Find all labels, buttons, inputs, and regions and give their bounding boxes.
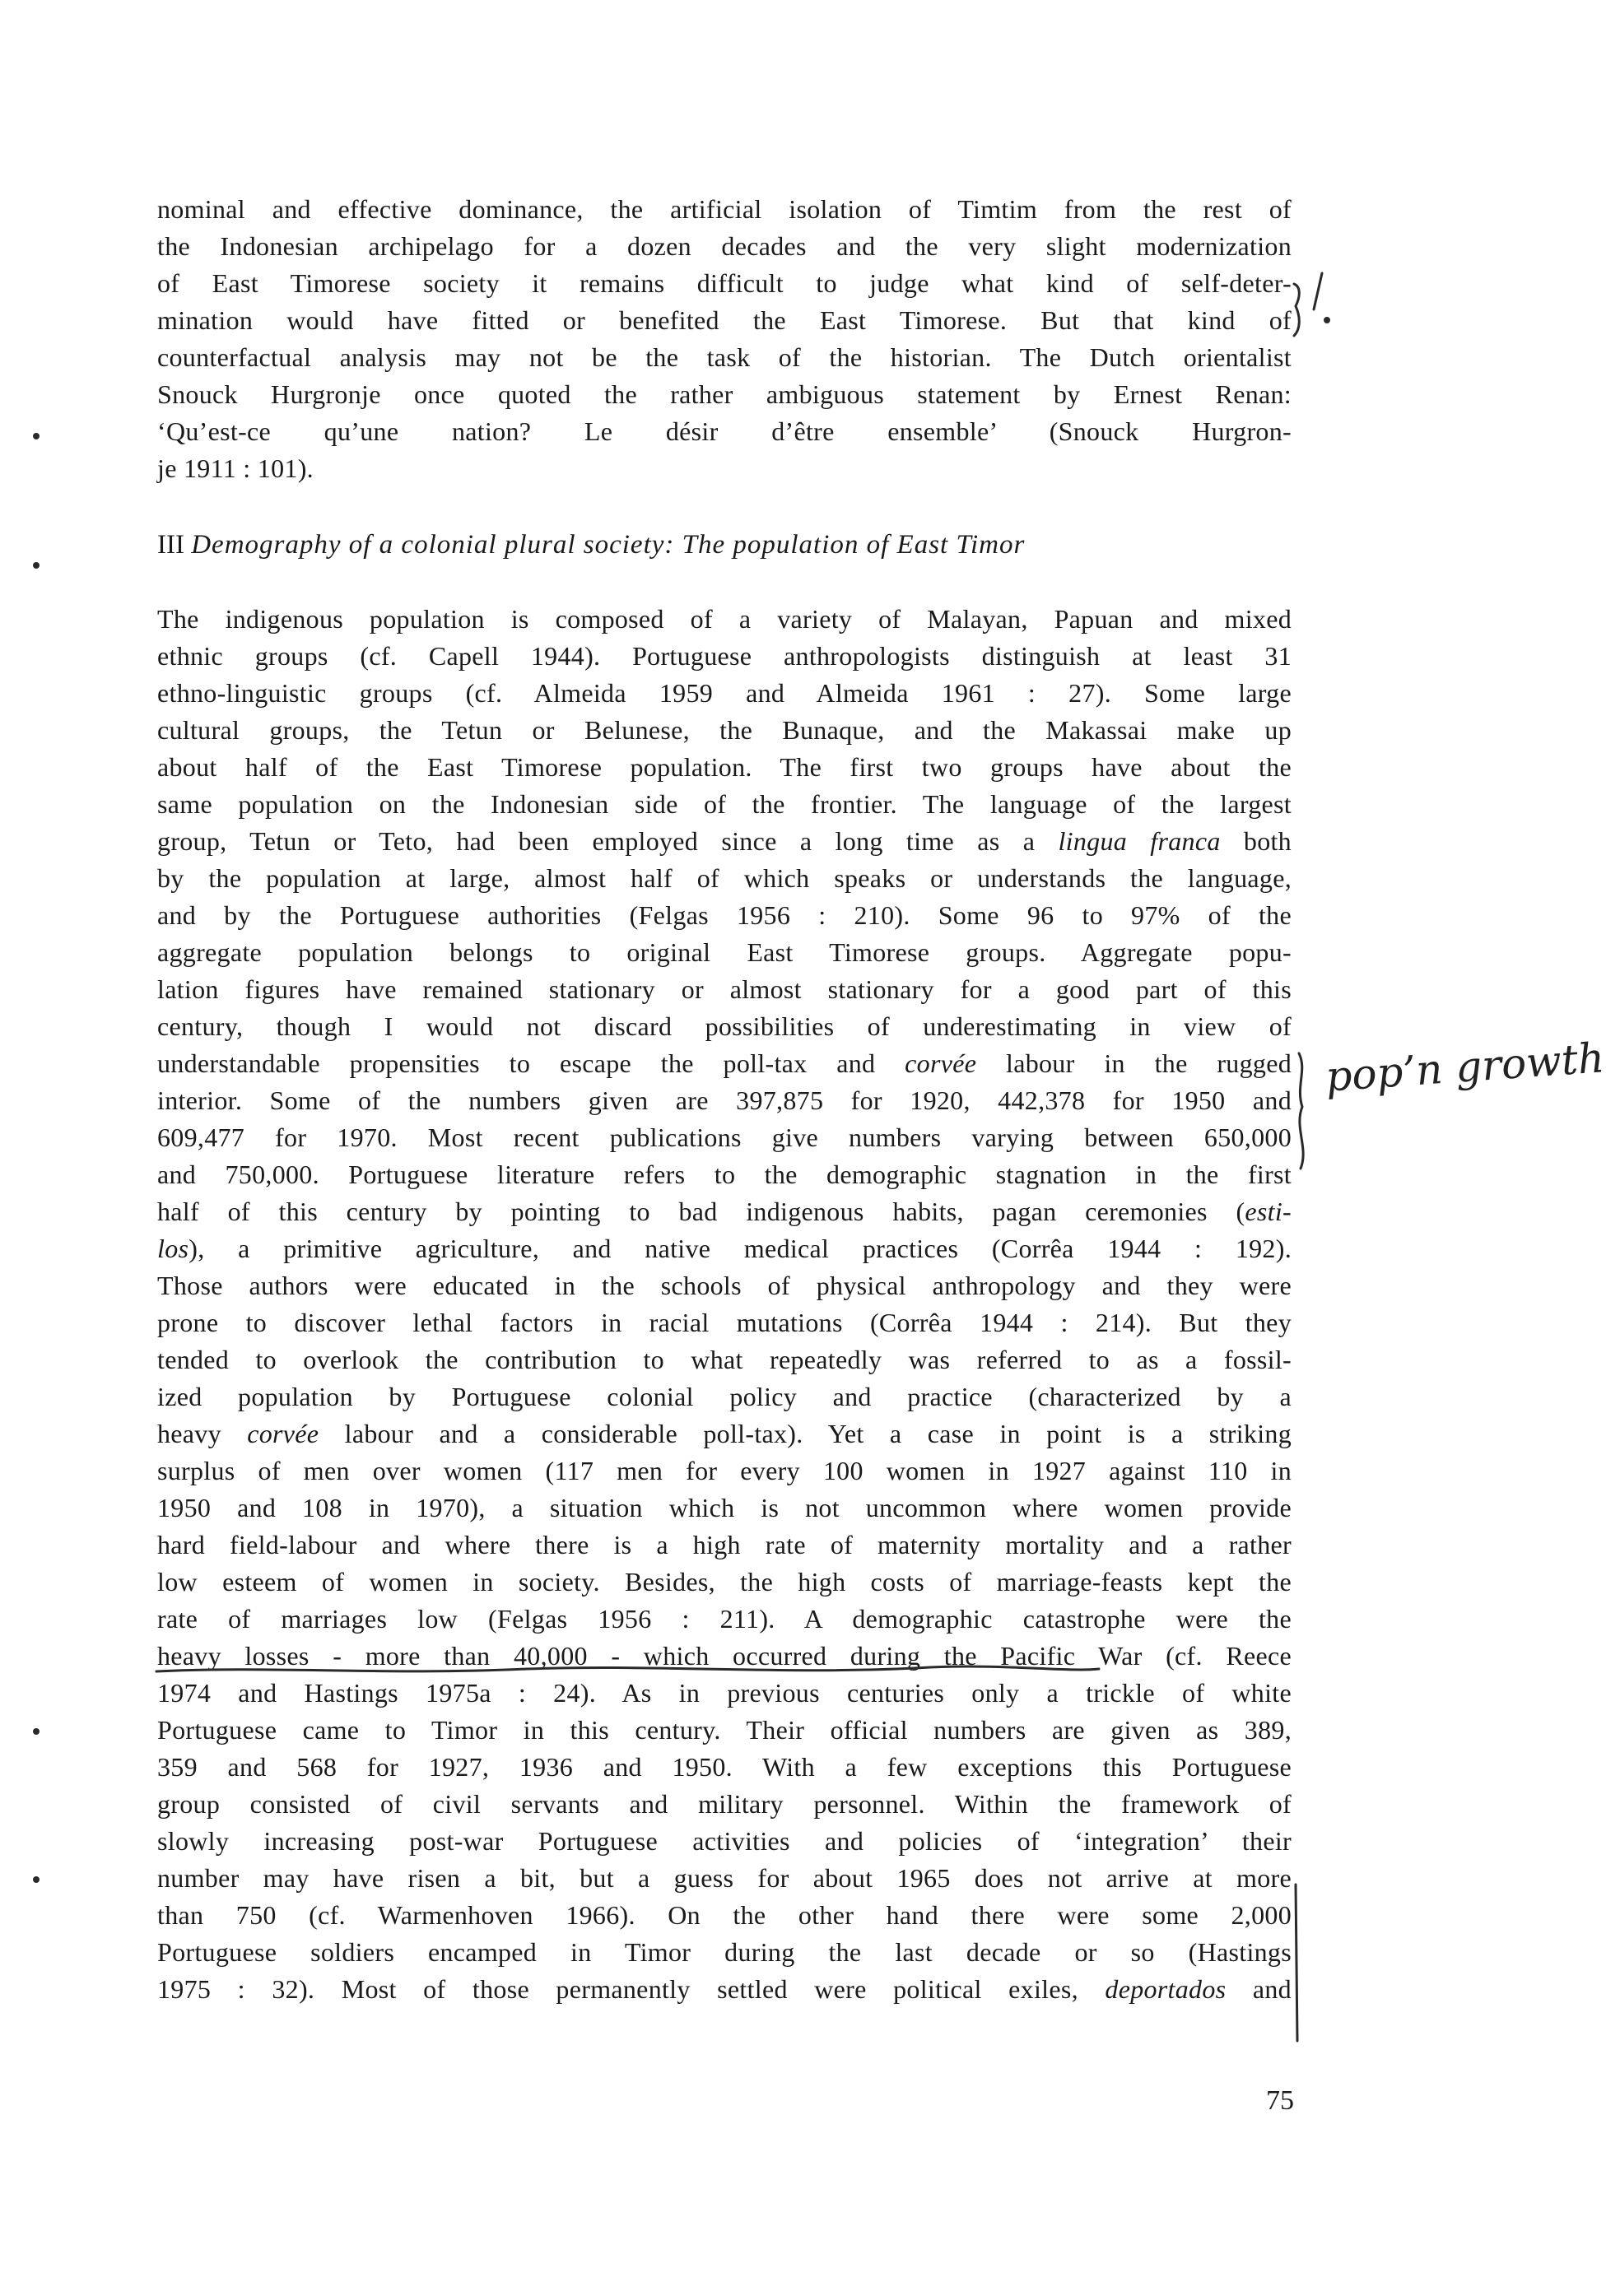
text-line: 1950 and 108 in 1970), a situation which is not uncommon where women provide	[157, 1493, 1292, 1522]
text-line	[157, 1193, 1292, 1230]
text-run: labour and a considerable poll-tax). Yet a case in point is a striking	[344, 1419, 1292, 1448]
text-line: 359 and 568 for 1927, 1936 and 1950. With a few exceptions this Portuguese	[157, 1752, 1292, 1782]
text-run: and	[1252, 1974, 1292, 2004]
section-heading	[157, 527, 1025, 564]
text-line: century, though I would not discard possibilities of underestimating in view of	[157, 1011, 1292, 1041]
text-line: ized population by Portuguese colonial policy and practice (characterized by a	[157, 1382, 1292, 1411]
text-line: by the population at large, almost half of which speaks or understands the language,	[157, 863, 1292, 893]
text-line: je 1911 : 101).	[157, 453, 314, 483]
text-line: rate of marriages low (Felgas 1956 : 211). A demographic catastrophe were the	[157, 1604, 1292, 1634]
margin-dot	[1324, 317, 1330, 323]
text-line: about half of the East Timorese population. The first two groups have about the	[157, 752, 1292, 782]
text-line: ethno-linguistic groups (cf. Almeida 1959 and Almeida 1961 : 27). Some large	[157, 678, 1292, 708]
text-line: the Indonesian archipelago for a dozen decades and the very slight modernization	[157, 231, 1292, 261]
bracket-mark	[1294, 284, 1299, 336]
bracket-mark	[1299, 1053, 1303, 1169]
text-line: hard field-labour and where there is a high rate of maternity mortality and a rather	[157, 1530, 1292, 1559]
margin-dot	[33, 1728, 40, 1735]
text-line	[157, 1045, 1292, 1082]
text-line: low esteem of women in society. Besides, the high costs of marriage-feasts kept the	[157, 1567, 1292, 1597]
text-line: 609,477 for 1970. Most recent publications give numbers varying between 650,000	[157, 1122, 1292, 1152]
slash-mark	[1314, 273, 1322, 309]
text-line	[157, 1971, 1292, 2008]
section-title: Demography of a colonial plural society: The population of East Timor	[191, 530, 1026, 560]
text-line: of East Timorese society it remains difficult to judge what kind of self-deter-	[157, 268, 1292, 298]
text-line: Portuguese came to Timor in this century. Their official numbers are given as 389,	[157, 1715, 1292, 1745]
text-line: The indigenous population is composed of a variety of Malayan, Papuan and mixed	[157, 604, 1292, 634]
italic-term: deportados	[1105, 1974, 1227, 2004]
text-line: group consisted of civil servants and military personnel. Within the framework of	[157, 1789, 1292, 1819]
text-line: lation figures have remained stationary or almost stationary for a good part of this	[157, 974, 1292, 1004]
text-line: prone to discover lethal factors in racial mutations (Corrêa 1944 : 214). But they	[157, 1308, 1292, 1337]
text-run: ), a primitive agriculture, and native medical practices (Corrêa 1944 : 192).	[189, 1234, 1292, 1263]
text-line: counterfactual analysis may not be the task of the historian. The Dutch orientalist	[157, 342, 1292, 372]
text-run: group, Tetun or Teto, had been employed since a long time as a	[157, 826, 1036, 856]
text-line	[157, 823, 1292, 860]
text-run: both	[1243, 826, 1292, 856]
text-line: nominal and effective dominance, the artificial isolation of Timtim from the rest of	[157, 194, 1292, 224]
text-line	[157, 1415, 1292, 1452]
margin-annotation: pop’n growth	[1324, 1034, 1606, 1101]
text-line: tended to overlook the contribution to what repeatedly was referred to as a fossil-	[157, 1345, 1292, 1374]
text-line: and by the Portuguese authorities (Felgas 1956 : 210). Some 96 to 97% of the	[157, 900, 1292, 930]
italic-term: lingua franca	[1058, 826, 1221, 856]
text-line: ‘Qu’est-ce qu’une nation? Le désir d’être ensemble’ (Snouck Hurgron-	[157, 416, 1292, 446]
margin-rule	[1296, 1885, 1297, 2041]
text-line: ethnic groups (cf. Capell 1944). Portuguese anthropologists distinguish at least 31	[157, 641, 1292, 671]
text-run: heavy	[157, 1419, 221, 1448]
text-run: labour in the rugged	[1006, 1048, 1292, 1078]
text-line: interior. Some of the numbers given are 397,875 for 1920, 442,378 for 1950 and	[157, 1085, 1292, 1115]
text-run: 1975 : 32). Most of those permanently settled were political exiles,	[157, 1974, 1078, 2004]
text-line: number may have risen a bit, but a guess for about 1965 does not arrive at more	[157, 1863, 1292, 1893]
text-line: and 750,000. Portuguese literature refers to the demographic stagnation in the first	[157, 1160, 1292, 1189]
margin-dot	[33, 1876, 40, 1883]
italic-term: corvée	[247, 1419, 319, 1448]
text-run: half of this century by pointing to bad indigenous habits, pagan ceremonies (	[157, 1197, 1245, 1226]
text-line: same population on the Indonesian side of the frontier. The language of the largest	[157, 789, 1292, 819]
section-numeral: III	[157, 530, 184, 560]
italic-term: los	[157, 1234, 189, 1263]
text-line: aggregate population belongs to original East Timorese groups. Aggregate popu-	[157, 937, 1292, 967]
text-line: surplus of men over women (117 men for every 100 women in 1927 against 110 in	[157, 1456, 1292, 1485]
text-line: 1974 and Hastings 1975a : 24). As in previous centuries only a trickle of white	[157, 1678, 1292, 1708]
text-line	[157, 1230, 1292, 1267]
text-run: understandable propensities to escape the poll-tax and	[157, 1048, 876, 1078]
text-line: Snouck Hurgronje once quoted the rather ambiguous statement by Ernest Renan:	[157, 379, 1292, 409]
text-line: slowly increasing post-war Portuguese activities and policies of ‘integration’ their	[157, 1826, 1292, 1856]
text-line: Portuguese soldiers encamped in Timor during the last decade or so (Hastings	[157, 1937, 1292, 1967]
text-line: cultural groups, the Tetun or Belunese, the Bunaque, and the Makassai make up	[157, 715, 1292, 745]
margin-dot	[33, 562, 40, 569]
margin-dot	[33, 433, 40, 439]
text-line: mination would have fitted or benefited the East Timorese. But that kind of	[157, 305, 1292, 335]
text-line: than 750 (cf. Warmenhoven 1966). On the other hand there were some 2,000	[157, 1900, 1292, 1930]
text-line: heavy losses - more than 40,000 - which occurred during the Pacific War (cf. Reece	[157, 1641, 1292, 1671]
italic-term: esti-	[1245, 1197, 1292, 1226]
text-line: Those authors were educated in the schools of physical anthropology and they were	[157, 1271, 1292, 1300]
page-number: 75	[1266, 2085, 1294, 2116]
italic-term: corvée	[905, 1048, 977, 1078]
